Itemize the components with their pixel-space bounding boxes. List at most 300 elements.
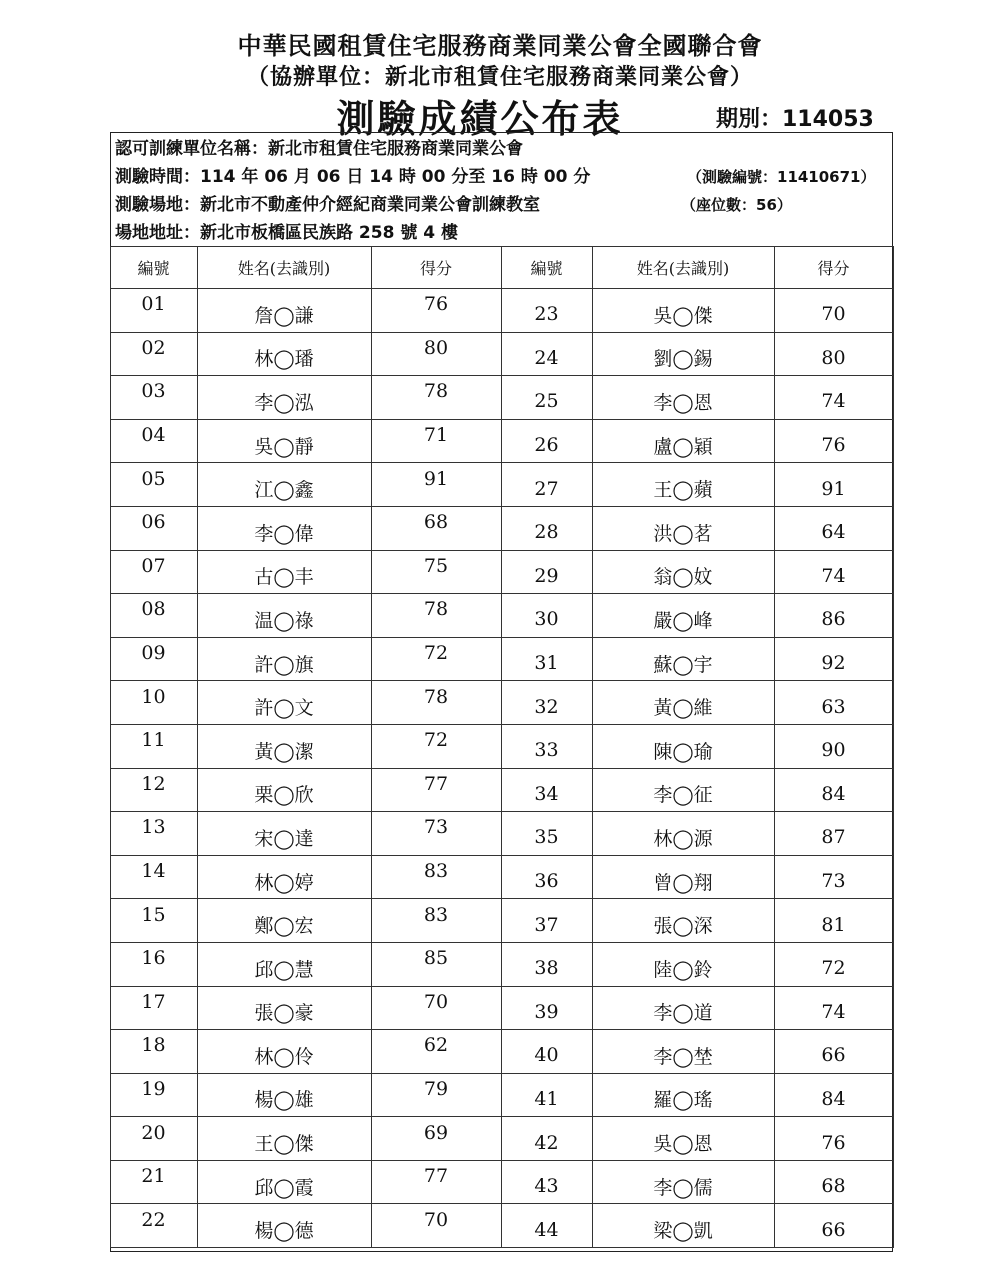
cell-score-text: 87 — [821, 826, 846, 849]
cell-number — [110, 419, 197, 463]
cell-name-text: 王◯傑 — [254, 1133, 314, 1156]
cell-score-text: 73 — [821, 870, 846, 893]
cell-name-text: 李◯埜 — [653, 1045, 713, 1068]
cell-number-text: 37 — [534, 913, 559, 936]
score-table — [110, 246, 894, 1248]
table-row — [110, 332, 893, 376]
cell-score-text: 91 — [821, 477, 846, 500]
cell-score — [371, 376, 501, 420]
table-row — [110, 1117, 893, 1161]
cell-score — [371, 1073, 501, 1117]
table-row — [110, 637, 893, 681]
co-organizer-line: （協辦單位：新北市租賃住宅服務商業同業公會） — [246, 65, 753, 90]
cell-number-text: 44 — [534, 1218, 559, 1241]
cell-score-text: 77 — [423, 1165, 449, 1188]
cell-number — [110, 681, 197, 725]
cell-name — [592, 463, 774, 507]
cell-name — [197, 986, 371, 1030]
cell-score-text: 70 — [423, 1208, 449, 1231]
cell-name — [592, 594, 774, 638]
table-row — [110, 681, 893, 725]
cell-name — [592, 506, 774, 550]
cell-score-text: 66 — [821, 1218, 846, 1241]
cell-score — [774, 1160, 893, 1204]
cell-name-text: 李◯偉 — [254, 522, 314, 545]
cell-score — [371, 419, 501, 463]
cell-score-text: 91 — [423, 467, 449, 490]
cell-number-text: 18 — [141, 1034, 166, 1057]
cell-name — [197, 594, 371, 638]
cell-number-text: 34 — [534, 782, 559, 805]
cell-score-text: 72 — [423, 729, 449, 752]
cell-name-text: 楊◯德 — [254, 1220, 314, 1243]
cell-name — [197, 724, 371, 768]
cell-number — [501, 899, 592, 943]
cell-name-text: 林◯源 — [653, 827, 713, 850]
cell-name — [197, 1073, 371, 1117]
cell-number — [501, 289, 592, 333]
cell-score-text: 86 — [821, 608, 846, 631]
venue-address: 場地地址：新北市板橋區民族路 258 號 4 樓 — [115, 223, 458, 243]
cell-number — [110, 1030, 197, 1074]
cell-number — [110, 550, 197, 594]
cell-score — [371, 855, 501, 899]
cell-score — [774, 550, 893, 594]
cell-name — [592, 899, 774, 943]
cell-name — [592, 332, 774, 376]
cell-number — [110, 1204, 197, 1248]
cell-score-text: 84 — [821, 1087, 846, 1110]
cell-name — [592, 289, 774, 333]
cell-number-text: 23 — [534, 303, 559, 326]
cell-number-text: 36 — [534, 870, 559, 893]
cell-score-text: 85 — [423, 947, 449, 970]
cell-score-text: 76 — [821, 1131, 846, 1154]
cell-score — [371, 986, 501, 1030]
cell-number — [501, 550, 592, 594]
header-number: 編號 — [110, 247, 197, 289]
cell-number-text: 13 — [141, 816, 166, 839]
cell-score-text: 80 — [821, 346, 846, 369]
header-name: 姓名(去識別) — [592, 247, 774, 289]
cell-name-text: 劉◯錫 — [653, 348, 713, 371]
cell-score-text: 83 — [423, 903, 449, 926]
table-row — [110, 942, 893, 986]
cell-number-text: 19 — [141, 1077, 166, 1100]
cell-number — [110, 376, 197, 420]
cell-number — [110, 986, 197, 1030]
cell-score — [371, 942, 501, 986]
table-row — [110, 550, 893, 594]
cell-number-text: 17 — [141, 990, 166, 1013]
table-row — [110, 899, 893, 943]
cell-number — [501, 594, 592, 638]
cell-name-text: 鄭◯宏 — [254, 915, 314, 938]
cell-score — [774, 1030, 893, 1074]
cell-name — [197, 1030, 371, 1074]
cell-score-text: 80 — [423, 336, 449, 359]
cell-score-text: 92 — [821, 652, 846, 675]
cell-name-text: 盧◯穎 — [653, 435, 713, 458]
cell-number-text: 39 — [534, 1000, 559, 1023]
table-row — [110, 594, 893, 638]
organization-title: 中華民國租賃住宅服務商業同業公會全國聯合會 — [237, 32, 763, 60]
cell-name — [197, 506, 371, 550]
cell-name-text: 栗◯欣 — [254, 784, 314, 807]
table-row — [110, 768, 893, 812]
cell-number — [110, 724, 197, 768]
results-sheet — [110, 132, 893, 1252]
table-row — [110, 506, 893, 550]
cell-score — [371, 1160, 501, 1204]
cell-score-text: 70 — [821, 303, 846, 326]
cell-score-text: 75 — [423, 554, 449, 577]
table-row — [110, 376, 893, 420]
cell-number-text: 29 — [534, 564, 559, 587]
cell-name — [592, 1160, 774, 1204]
cell-name — [197, 419, 371, 463]
cell-name — [197, 550, 371, 594]
cell-number-text: 21 — [141, 1165, 166, 1188]
cell-score-text: 78 — [423, 598, 449, 621]
cell-number — [501, 812, 592, 856]
cell-score-text: 76 — [423, 293, 449, 316]
cell-score-text: 71 — [423, 424, 449, 447]
exam-venue: 測驗場地：新北市不動產仲介經紀商業同業公會訓練教室 — [115, 195, 540, 215]
cell-score-text: 70 — [423, 990, 449, 1013]
cell-number — [501, 1117, 592, 1161]
cell-score — [371, 506, 501, 550]
cell-number — [501, 376, 592, 420]
table-row — [110, 1160, 893, 1204]
cell-number — [501, 942, 592, 986]
seat-count: （座位數：56） — [681, 196, 792, 214]
cell-number — [110, 506, 197, 550]
cell-number-text: 08 — [141, 598, 166, 621]
cell-name — [592, 1030, 774, 1074]
cell-name — [592, 942, 774, 986]
cell-name — [592, 986, 774, 1030]
cell-number — [110, 332, 197, 376]
cell-name-text: 吳◯恩 — [653, 1133, 713, 1156]
cell-score — [371, 812, 501, 856]
table-row — [110, 419, 893, 463]
cell-score — [774, 289, 893, 333]
cell-name — [592, 419, 774, 463]
cell-name-text: 林◯伶 — [254, 1045, 314, 1068]
cell-number — [110, 855, 197, 899]
cell-number — [110, 637, 197, 681]
cell-score-text: 78 — [423, 685, 449, 708]
cell-number-text: 32 — [534, 695, 559, 718]
cell-name — [592, 768, 774, 812]
cell-number-text: 11 — [141, 729, 166, 752]
cell-number — [501, 681, 592, 725]
cell-name — [197, 855, 371, 899]
cell-score — [774, 594, 893, 638]
cell-number-text: 40 — [534, 1044, 559, 1067]
cell-score — [371, 594, 501, 638]
exam-number: （測驗編號：11410671） — [687, 168, 876, 186]
cell-number — [501, 768, 592, 812]
cell-number-text: 38 — [534, 957, 559, 980]
cell-number — [110, 463, 197, 507]
cell-score — [774, 1073, 893, 1117]
cell-name — [197, 681, 371, 725]
cell-number — [501, 855, 592, 899]
cell-number — [501, 637, 592, 681]
cell-number — [110, 899, 197, 943]
table-row — [110, 986, 893, 1030]
cell-name — [197, 289, 371, 333]
table-row — [110, 855, 893, 899]
cell-number — [501, 332, 592, 376]
cell-score-text: 74 — [821, 1000, 846, 1023]
cell-score — [371, 550, 501, 594]
cell-name — [197, 1204, 371, 1248]
cell-number-text: 41 — [534, 1087, 559, 1110]
cell-name — [592, 550, 774, 594]
cell-score-text: 72 — [423, 642, 449, 665]
cell-number-text: 06 — [141, 511, 166, 534]
cell-number-text: 35 — [534, 826, 559, 849]
cell-name-text: 洪◯茗 — [653, 522, 713, 545]
cell-score-text: 90 — [821, 739, 846, 762]
cell-name — [592, 1073, 774, 1117]
cell-number — [501, 463, 592, 507]
cell-name — [197, 812, 371, 856]
table-row — [110, 289, 893, 333]
cell-name — [197, 1117, 371, 1161]
header-name: 姓名(去識別) — [197, 247, 371, 289]
cell-score — [371, 899, 501, 943]
cell-score — [774, 724, 893, 768]
cell-score — [774, 1204, 893, 1248]
cell-number — [501, 506, 592, 550]
cell-name — [197, 376, 371, 420]
cell-number-text: 43 — [534, 1175, 559, 1198]
cell-number — [501, 724, 592, 768]
cell-score — [774, 986, 893, 1030]
header-score: 得分 — [371, 247, 501, 289]
cell-score — [774, 899, 893, 943]
table-row — [110, 463, 893, 507]
cell-score — [371, 681, 501, 725]
cell-score — [371, 463, 501, 507]
cell-number — [110, 942, 197, 986]
cell-name — [197, 768, 371, 812]
cell-number-text: 09 — [141, 642, 166, 665]
cell-score-text: 68 — [423, 511, 449, 534]
table-row — [110, 1204, 893, 1248]
cell-name — [197, 1160, 371, 1204]
cell-number-text: 16 — [141, 947, 166, 970]
cell-number-text: 15 — [141, 903, 166, 926]
cell-name — [592, 681, 774, 725]
cell-score — [774, 855, 893, 899]
cell-score — [371, 332, 501, 376]
cell-number — [501, 1160, 592, 1204]
cell-score-text: 77 — [423, 772, 449, 795]
cell-name-text: 許◯文 — [254, 697, 314, 720]
cell-name-text: 李◯道 — [653, 1002, 713, 1025]
cell-number-text: 26 — [534, 434, 559, 457]
cell-name-text: 黃◯潔 — [254, 740, 314, 763]
cell-number-text: 24 — [534, 346, 559, 369]
cell-number — [501, 419, 592, 463]
cell-score — [371, 1204, 501, 1248]
cell-score — [371, 637, 501, 681]
cell-number-text: 14 — [141, 860, 166, 883]
cell-score-text: 78 — [423, 380, 449, 403]
cell-name-text: 張◯豪 — [254, 1002, 314, 1025]
cell-name-text: 林◯婷 — [254, 871, 314, 894]
cell-name-text: 李◯征 — [653, 784, 713, 807]
cell-name-text: 楊◯雄 — [254, 1089, 314, 1112]
header-number: 編號 — [501, 247, 592, 289]
cell-name-text: 黃◯維 — [653, 697, 713, 720]
table-row — [110, 1073, 893, 1117]
cell-score — [774, 376, 893, 420]
cell-number-text: 22 — [141, 1208, 166, 1231]
cell-name-text: 吳◯靜 — [254, 435, 314, 458]
cell-score — [774, 942, 893, 986]
cell-name-text: 古◯丰 — [254, 566, 314, 589]
cell-name-text: 邱◯慧 — [254, 958, 314, 981]
table-header-row — [110, 247, 893, 289]
cell-score-text: 66 — [821, 1044, 846, 1067]
cell-name-text: 邱◯霞 — [254, 1176, 314, 1199]
cell-name-text: 許◯旗 — [254, 653, 314, 676]
cell-name-text: 曾◯翔 — [653, 871, 713, 894]
cell-number-text: 03 — [141, 380, 166, 403]
cell-name-text: 王◯蘋 — [653, 479, 713, 502]
cell-number — [501, 1073, 592, 1117]
cell-score-text: 64 — [821, 521, 846, 544]
cell-name-text: 李◯泓 — [254, 391, 314, 414]
table-row — [110, 724, 893, 768]
cell-number-text: 04 — [141, 424, 166, 447]
cell-name — [197, 942, 371, 986]
cell-number-text: 25 — [534, 390, 559, 413]
cell-score — [774, 463, 893, 507]
cell-name-text: 温◯祿 — [254, 609, 314, 632]
cell-number-text: 30 — [534, 608, 559, 631]
cell-number — [110, 812, 197, 856]
cell-score-text: 68 — [821, 1175, 846, 1198]
cell-score — [371, 1030, 501, 1074]
cell-number — [110, 768, 197, 812]
cell-number-text: 31 — [534, 652, 559, 675]
cell-name-text: 詹◯謙 — [254, 304, 314, 327]
cell-score — [371, 724, 501, 768]
cell-name — [592, 1117, 774, 1161]
cell-name — [197, 332, 371, 376]
cell-score — [774, 1117, 893, 1161]
cell-score — [774, 419, 893, 463]
cell-name-text: 張◯深 — [653, 915, 713, 938]
cell-name-text: 陳◯瑜 — [653, 740, 713, 763]
cell-name — [592, 1204, 774, 1248]
cell-number — [501, 986, 592, 1030]
cell-number — [110, 1073, 197, 1117]
cell-score — [774, 812, 893, 856]
cell-number-text: 12 — [141, 772, 166, 795]
cell-name-text: 李◯恩 — [653, 391, 713, 414]
exam-time: 測驗時間：114 年 06 月 06 日 14 時 00 分至 16 時 00 分 — [115, 167, 591, 187]
cell-name-text: 羅◯瑤 — [653, 1089, 713, 1112]
cell-score-text: 76 — [821, 434, 846, 457]
cell-score — [371, 768, 501, 812]
cell-score — [371, 1117, 501, 1161]
cell-score-text: 73 — [423, 816, 449, 839]
table-row — [110, 812, 893, 856]
cell-name — [592, 724, 774, 768]
cell-number-text: 33 — [534, 739, 559, 762]
cell-number — [110, 1160, 197, 1204]
cell-name — [592, 376, 774, 420]
cell-name-text: 蘇◯宇 — [653, 653, 713, 676]
cell-name — [592, 637, 774, 681]
cell-number-text: 27 — [534, 477, 559, 500]
cell-score-text: 83 — [423, 860, 449, 883]
cell-name — [197, 463, 371, 507]
cell-name-text: 李◯儒 — [653, 1176, 713, 1199]
cell-score-text: 62 — [423, 1034, 449, 1057]
cell-name-text: 翁◯妏 — [653, 566, 713, 589]
cell-score — [774, 768, 893, 812]
cell-score — [774, 681, 893, 725]
cell-name-text: 吳◯傑 — [653, 304, 713, 327]
cell-number — [110, 289, 197, 333]
cell-number-text: 10 — [141, 685, 166, 708]
cell-number-text: 42 — [534, 1131, 559, 1154]
table-row — [110, 1030, 893, 1074]
cell-number-text: 07 — [141, 554, 166, 577]
cell-name — [592, 855, 774, 899]
cell-name — [592, 812, 774, 856]
cell-name — [197, 899, 371, 943]
cell-name-text: 梁◯凱 — [653, 1220, 713, 1243]
cell-name-text: 江◯鑫 — [254, 479, 314, 502]
cell-score — [371, 289, 501, 333]
document-title: 測驗成績公布表 — [336, 97, 624, 141]
cell-score-text: 81 — [821, 913, 846, 936]
training-unit: 認可訓練單位名稱：新北市租賃住宅服務商業同業公會 — [115, 139, 523, 159]
cell-score-text: 74 — [821, 390, 846, 413]
cell-number — [501, 1030, 592, 1074]
cell-name — [197, 637, 371, 681]
cell-score-text: 72 — [821, 957, 846, 980]
cell-name-text: 嚴◯峰 — [653, 609, 713, 632]
cell-score-text: 63 — [821, 695, 846, 718]
cell-score — [774, 637, 893, 681]
cell-score-text: 84 — [821, 782, 846, 805]
cell-number-text: 28 — [534, 521, 559, 544]
header-score: 得分 — [774, 247, 893, 289]
cell-score — [774, 506, 893, 550]
cell-number-text: 02 — [141, 336, 166, 359]
cell-number — [110, 594, 197, 638]
cell-number-text: 05 — [141, 467, 166, 490]
cell-score — [774, 332, 893, 376]
period-label: 期別：114053 — [716, 107, 874, 132]
cell-name-text: 林◯璠 — [254, 348, 314, 371]
cell-score-text: 74 — [821, 564, 846, 587]
cell-name-text: 陸◯鈴 — [653, 958, 713, 981]
cell-score-text: 69 — [423, 1121, 449, 1144]
cell-number — [501, 1204, 592, 1248]
